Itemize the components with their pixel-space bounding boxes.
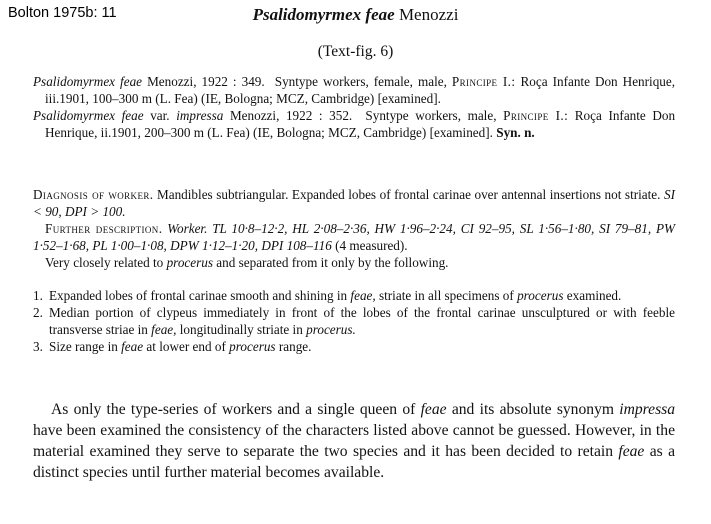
locality: Roça Infante Don Henrique, iii.1901, 100–300 m bbox=[45, 74, 676, 106]
diagnosis-label: Diagnosis of worker. bbox=[33, 187, 154, 202]
deposition: (IE, Bologna; MCZ, Cambridge) [examined]. bbox=[253, 125, 493, 140]
collector: (L. Fea) bbox=[207, 125, 250, 140]
description-label: Further description. bbox=[45, 221, 163, 236]
source-label: Bolton 1975b: 11 bbox=[8, 5, 117, 21]
locality: Roça Infante Don Henrique, ii.1901, 200–300 m bbox=[45, 108, 676, 140]
caste: Worker. bbox=[167, 221, 208, 236]
taxon-name: Psalidomyrmex feae bbox=[33, 108, 144, 123]
diagnosis-measures: SI < 90, DPI > 100. bbox=[33, 187, 676, 219]
page-title bbox=[0, 5, 711, 25]
diagnosis bbox=[33, 186, 675, 220]
citation: Menozzi, 1922 : 349. bbox=[147, 74, 265, 89]
diagnosis-text: Mandibles subtriangular. Expanded lobes of frontal carinae over antennal insertions not striate. bbox=[157, 187, 661, 202]
citation: Menozzi, 1922 : 352. bbox=[229, 108, 353, 123]
list-item: 1. Expanded lobes of frontal carinae smooth and shining in feae, striate in all specimens of procerus examined. bbox=[33, 288, 622, 303]
comparison-intro: Very closely related to procerus and separated from it only by the following. bbox=[45, 255, 449, 270]
list-item: 2. Median portion of clypeus immediately in front of the lobes of the frontal carinae unsculptured or with feeble transverse striae in feae, longitudinally striate in procerus. bbox=[33, 305, 675, 337]
measurements: TL 10·8–12·2, HL 2·08–2·36, HW 1·96–2·24, CI 92–95, SL 1·56–1·80, SI 79–81, PW 1·52–1·68, PL 1·00–1·08, DPW 1·12–1·20, DPI 108–116 bbox=[33, 221, 676, 253]
taxon-name: Psalidomyrmex feae bbox=[33, 74, 143, 89]
further-description bbox=[33, 220, 675, 254]
comparison-list bbox=[33, 287, 675, 355]
figure-reference: (Text-fig. 6) bbox=[317, 43, 394, 60]
closing-paragraph: As only the type-series of workers and a single queen of feae and its absolute synonym impressa have been examined the consistency of the characters listed above cannot be guessed. However, in the material examined they serve to separate the two species and it has been decided to retain feae as a distinct species until further material becomes available. bbox=[33, 401, 676, 481]
list-item: 3. Size range in feae at lower end of procerus range. bbox=[33, 339, 312, 354]
species-name: Psalidomyrmex feae bbox=[252, 5, 395, 24]
type-material: Syntype workers, female, male, bbox=[274, 74, 447, 89]
locality-country: Principe I.: bbox=[451, 74, 516, 89]
synonymy-status: Syn. n. bbox=[496, 125, 535, 140]
species-author: Menozzi bbox=[398, 5, 459, 24]
variety-name: impressa bbox=[176, 108, 224, 123]
synonymy-entry bbox=[33, 73, 675, 107]
type-material: Syntype workers, male, bbox=[365, 108, 497, 123]
synonymy-entry bbox=[33, 107, 675, 141]
locality-country: Principe I.: bbox=[503, 108, 569, 123]
deposition: (IE, Bologna; MCZ, Cambridge) [examined]. bbox=[201, 91, 441, 106]
rank-text: var. bbox=[150, 108, 170, 123]
diagnosis-section bbox=[33, 186, 675, 271]
synonymy-list bbox=[33, 73, 675, 141]
measured-count: (4 measured). bbox=[335, 238, 408, 253]
collector: (L. Fea) bbox=[155, 91, 198, 106]
